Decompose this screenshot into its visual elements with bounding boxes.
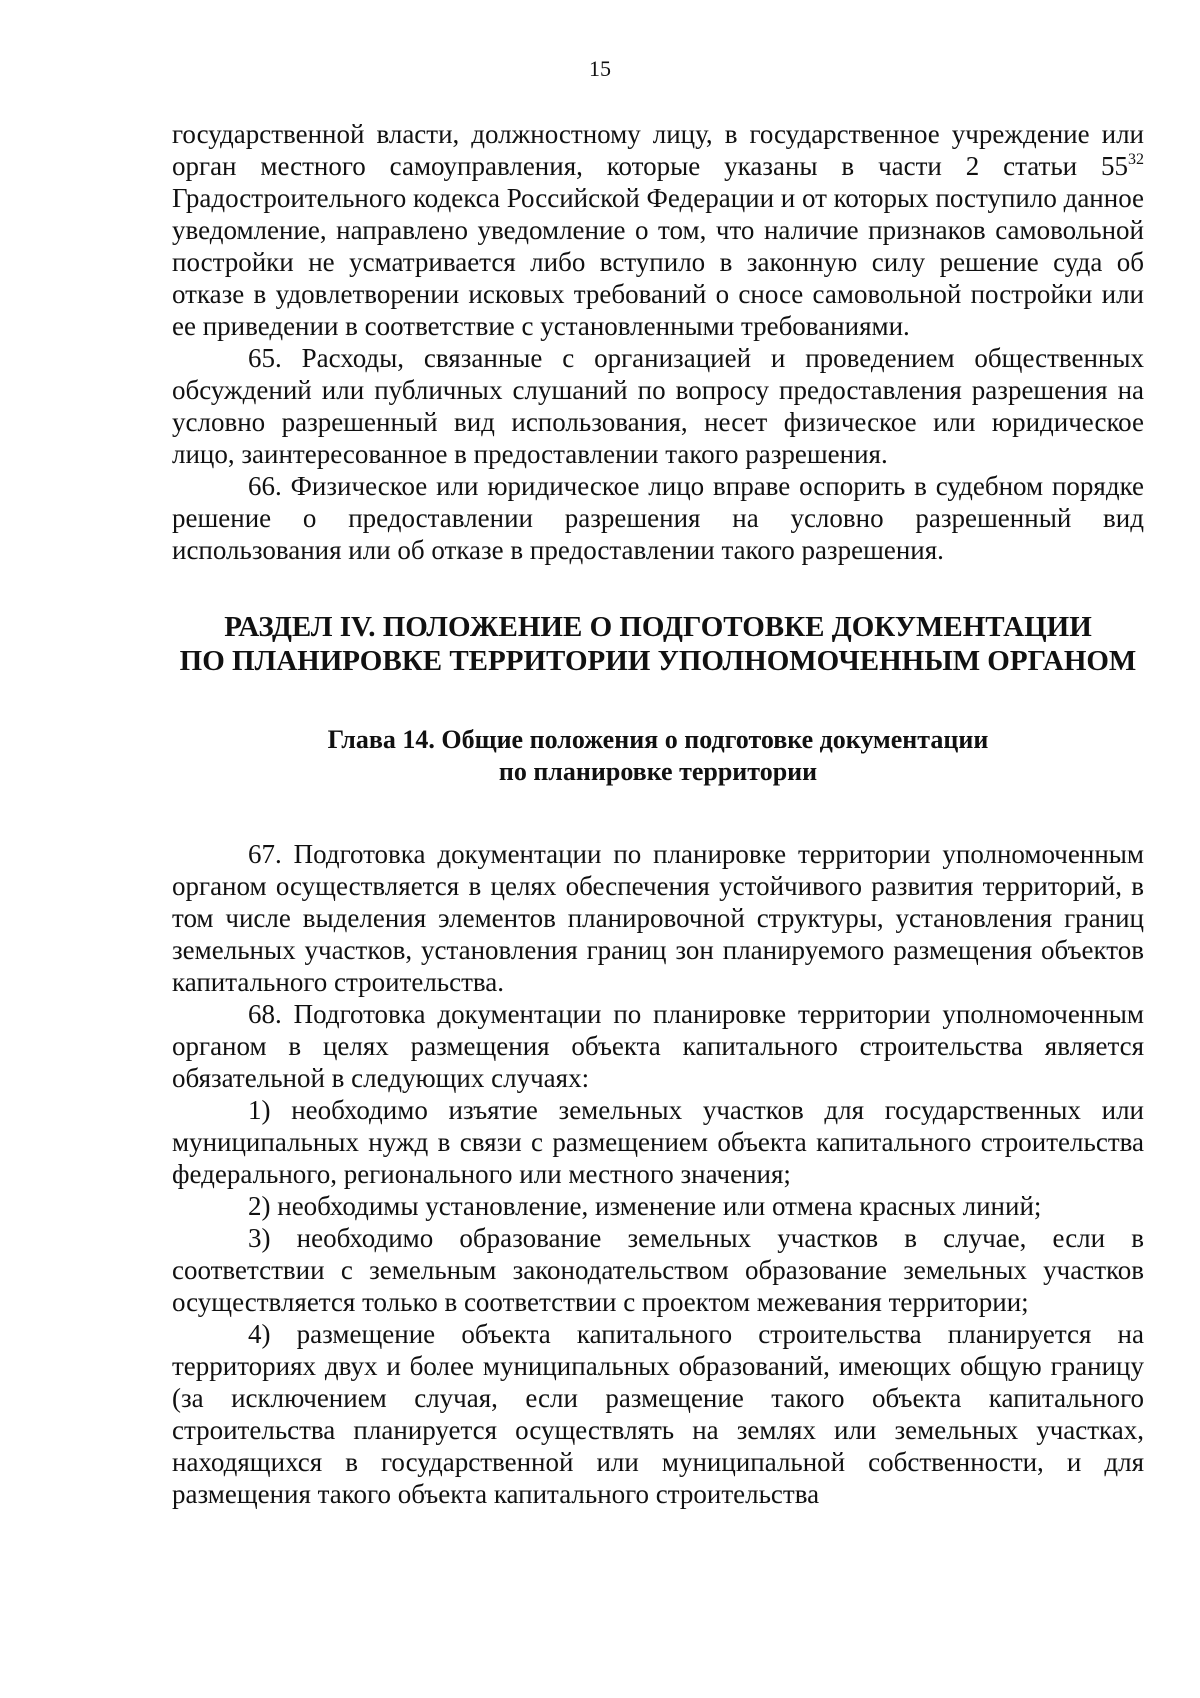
list-item-2: 2) необходимы установление, изменение или отмена красных линий; [248, 1191, 1042, 1221]
footnote-superscript: 32 [1128, 151, 1144, 168]
chapter-title-line-1: Глава 14. Общие положения о подготовке документации [327, 725, 989, 754]
paragraph-65: 65. Расходы, связанные с организацией и проведением общественных обсуждений или публичных слушаний по вопросу предоставления разрешения на условно разрешенный вид использования, несет физическое или юридическое лицо, заинтересованное в предоставлении такого разрешения. [172, 343, 1144, 469]
paragraph-66: 66. Физическое или юридическое лицо вправе оспорить в судебном порядке решение о предоставлении разрешения на условно разрешенный вид использования или об отказе в предоставлении такого разрешения. [172, 471, 1144, 565]
paragraph-68: 68. Подготовка документации по планировке территории уполномоченным органом в целях размещения объекта капитального строительства является обязательной в следующих случаях: [172, 999, 1144, 1093]
paragraph-text: государственной власти, должностному лицу, в государственное учреждение или орган местного самоуправления, которые указаны в части 2 статьи 55 [172, 119, 1144, 181]
list-item-4: 4) размещение объекта капитального строительства планируется на территориях двух и более муниципальных образований, имеющих общую границу (за исключением случая, если размещение такого объекта капитального строительства планируется осуществлять на землях или земельных участках, находящихся в государственной или муниципальной собственности, и для размещения такого объекта капитального строительства [172, 1319, 1144, 1509]
section-title-line-2: ПО ПЛАНИРОВКЕ ТЕРРИТОРИИ УПОЛНОМОЧЕННЫМ ОРГАНОМ [179, 645, 1137, 677]
list-item-1: 1) необходимо изъятие земельных участков для государственных или муниципальных нужд в связи с размещением объекта капитального строительства федерального, регионального или местного значения; [172, 1095, 1144, 1189]
section-title-line-1: РАЗДЕЛ IV. ПОЛОЖЕНИЕ О ПОДГОТОВКЕ ДОКУМЕНТАЦИИ [224, 611, 1092, 643]
paragraph-text-after: Градостроительного кодекса Российской Федерации и от которых поступило данное уведомление, направлено уведомление о том, что наличие признаков самовольной постройки не усматривается либо вступило в законную силу решение суда об отказе в удовлетворении исковых требований о сносе самовольной постройки или ее приведении в соответствие с установленными требованиями. [172, 183, 1145, 341]
page-number: 15 [589, 56, 611, 81]
section-title [172, 610, 1144, 678]
chapter-title-line-2: по планировке территории [498, 757, 818, 786]
list-item-3: 3) необходимо образование земельных участков в случае, если в соответствии с земельным законодательством образование земельных участков осуществляется только в соответствии с проектом межевания территории; [172, 1223, 1144, 1317]
document-body [172, 118, 1144, 1510]
paragraph-67: 67. Подготовка документации по планировке территории уполномоченным органом осуществляется в целях обеспечения устойчивого развития территорий, в том числе выделения элементов планировочной структуры, установления границ земельных участков, установления границ зон планируемого размещения объектов капитального строительства. [172, 839, 1144, 997]
chapter-title [172, 724, 1144, 788]
paragraph-continuation [172, 118, 1144, 342]
